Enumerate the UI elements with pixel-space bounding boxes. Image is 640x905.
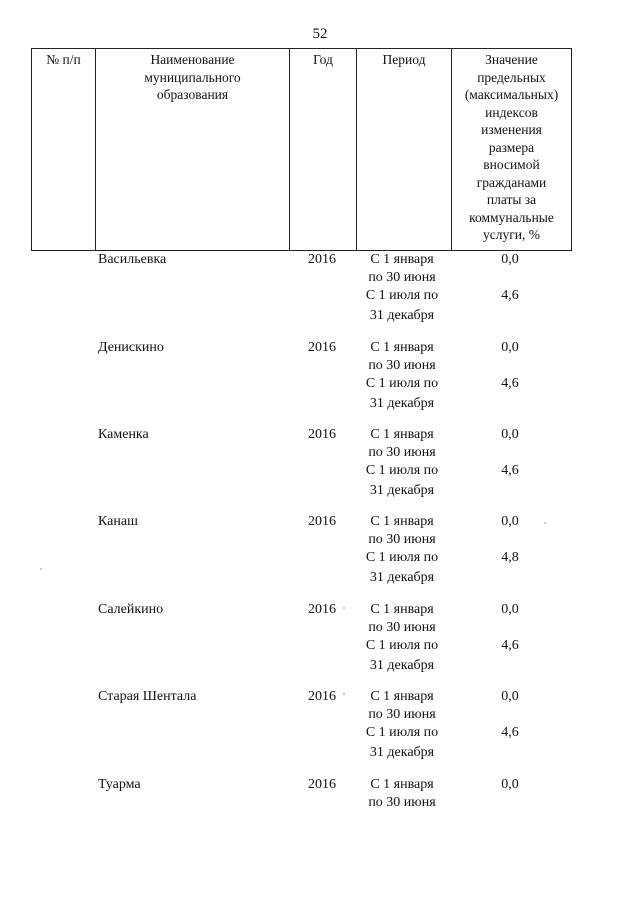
period-cell — [352, 637, 452, 675]
municipality-name: Канаш — [98, 514, 138, 529]
header-line: муниципального — [144, 69, 241, 85]
year-cell: 2016 — [308, 602, 336, 617]
year-cell: 2016 — [308, 514, 336, 529]
year-cell: 2016 — [308, 777, 336, 792]
header-line: (максимальных) — [464, 87, 559, 102]
index-value: 0,0 — [501, 340, 519, 355]
year-cell: 2016 — [308, 252, 336, 267]
period-line: С 1 января — [370, 427, 434, 442]
period-line: С 1 января — [370, 252, 434, 267]
index-value: 4,6 — [501, 638, 519, 653]
period-cell — [352, 776, 452, 812]
header-line: коммунальные — [469, 209, 554, 225]
period-cell — [352, 462, 452, 500]
header-line: образования — [156, 87, 229, 102]
period-line: С 1 января — [370, 777, 434, 792]
year-cell: 2016 — [308, 340, 336, 355]
index-value: 0,0 — [501, 252, 519, 267]
period-line: по 30 июня — [368, 270, 436, 285]
header-row — [32, 49, 572, 251]
index-value: 0,0 — [501, 427, 519, 442]
period-cell — [352, 688, 452, 724]
header-line: размера — [488, 139, 535, 155]
header-line: платы за — [486, 192, 537, 207]
index-value: 4,6 — [501, 463, 519, 478]
period-cell — [352, 724, 452, 762]
header-line: вносимой — [483, 157, 540, 172]
header-line: № п/п — [46, 52, 81, 67]
scan-speck — [544, 522, 546, 524]
scan-speck — [40, 568, 42, 570]
page-number: 52 — [312, 26, 328, 42]
header-line: услуги, % — [483, 227, 540, 242]
header-line: Наименование — [150, 52, 235, 67]
period-line: по 30 июня — [368, 445, 436, 460]
period-line: по 30 июня — [368, 620, 436, 635]
index-value: 0,0 — [501, 689, 519, 704]
period-line: 31 декабря — [369, 745, 435, 760]
header-line: Период — [382, 52, 426, 67]
municipality-name: Денискино — [98, 340, 164, 355]
period-cell — [352, 339, 452, 375]
period-cell — [352, 375, 452, 413]
municipality-name: Старая Шентала — [98, 689, 197, 704]
index-value: 4,6 — [501, 376, 519, 391]
col-period-header — [357, 49, 452, 251]
period-cell — [352, 426, 452, 462]
header-line: предельных — [477, 69, 546, 85]
index-value: 4,8 — [501, 550, 519, 565]
index-value: 0,0 — [501, 514, 519, 529]
period-line: 31 декабря — [369, 658, 435, 673]
col-number-header — [32, 49, 96, 251]
table-header — [31, 48, 572, 251]
period-line: 31 декабря — [369, 396, 435, 411]
period-line: С 1 января — [370, 514, 434, 529]
col-municipality-header — [96, 49, 290, 251]
header-line: гражданами — [476, 174, 547, 190]
period-cell — [352, 549, 452, 587]
period-line: С 1 января — [370, 340, 434, 355]
header-line: индексов — [485, 104, 538, 120]
municipality-name: Салейкино — [98, 602, 164, 617]
period-line: по 30 июня — [368, 532, 436, 547]
index-value: 0,0 — [501, 777, 519, 792]
scan-speck — [343, 693, 345, 695]
period-line: С 1 июля по — [365, 376, 439, 391]
period-line: С 1 июля по — [365, 725, 439, 740]
municipality-name: Туарма — [98, 777, 141, 792]
index-value: 0,0 — [501, 602, 519, 617]
header-line: изменения — [481, 122, 542, 137]
col-index-value-header — [452, 49, 572, 251]
period-line: по 30 июня — [368, 707, 436, 722]
period-line: С 1 января — [370, 689, 434, 704]
period-line: 31 декабря — [369, 570, 435, 585]
header-line: Год — [313, 52, 333, 67]
period-line: 31 декабря — [369, 483, 435, 498]
period-line: по 30 июня — [368, 795, 436, 810]
period-line: по 30 июня — [368, 358, 436, 373]
period-cell — [352, 601, 452, 637]
period-line: С 1 июля по — [365, 550, 439, 565]
municipality-name: Каменка — [98, 427, 149, 442]
period-line: С 1 июля по — [365, 638, 439, 653]
year-cell: 2016 — [308, 427, 336, 442]
period-cell — [352, 287, 452, 325]
period-line: С 1 июля по — [365, 288, 439, 303]
index-value: 4,6 — [501, 725, 519, 740]
municipality-name: Васильевка — [98, 252, 167, 267]
period-cell — [352, 251, 452, 287]
col-year-header — [290, 49, 357, 251]
period-line: 31 декабря — [369, 308, 435, 323]
period-line: С 1 июля по — [365, 463, 439, 478]
period-line: С 1 января — [370, 602, 434, 617]
index-value: 4,6 — [501, 288, 519, 303]
scan-speck — [343, 607, 345, 609]
header-line: Значение — [485, 52, 538, 67]
year-cell: 2016 — [308, 689, 336, 704]
period-cell — [352, 513, 452, 549]
